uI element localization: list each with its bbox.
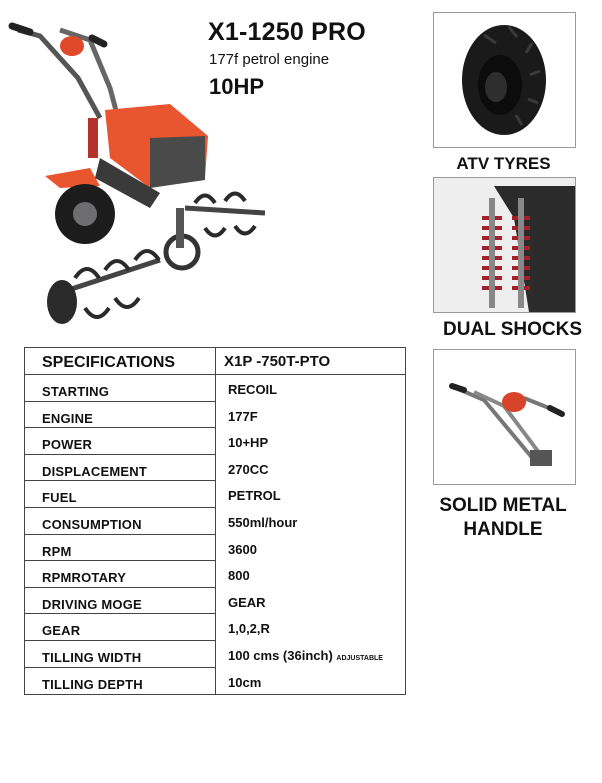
spec-value: 270CC — [228, 461, 269, 477]
spec-label: CONSUMPTION — [25, 508, 216, 535]
specifications-table — [24, 347, 406, 695]
spec-row — [25, 641, 405, 668]
spec-row — [25, 561, 405, 588]
spec-header-label: SPECIFICATIONS — [25, 348, 216, 374]
feature-caption-handle: SOLID METAL HANDLE — [439, 495, 567, 540]
spec-value-group — [216, 641, 383, 668]
spec-label: DISPLACEMENT — [25, 455, 216, 482]
spec-label: FUEL — [25, 481, 216, 508]
spec-value: 800 — [228, 568, 250, 584]
spec-row — [25, 614, 405, 641]
product-title: X1-1250 PRO — [208, 18, 366, 46]
spec-label: RPM — [25, 535, 216, 562]
spec-row — [25, 508, 405, 535]
spec-row — [25, 455, 405, 482]
spec-row — [25, 668, 405, 695]
spec-row — [25, 481, 405, 508]
engine-description: 177f petrol engine — [209, 51, 330, 68]
metal-handle-icon — [434, 350, 575, 484]
spec-value: 3600 — [228, 541, 257, 557]
spec-value: RECOIL — [228, 382, 278, 397]
spec-row — [25, 428, 405, 455]
atv-tyre-icon — [434, 13, 575, 147]
spec-value: 177F — [228, 408, 258, 424]
spec-label: POWER — [25, 428, 216, 455]
spec-value: 10+HP — [228, 435, 269, 451]
spec-label: DRIVING MOGE — [25, 588, 216, 615]
spec-value: 100 cms (36inch) — [228, 647, 333, 663]
spec-value: 550ml/hour — [228, 514, 298, 530]
spec-header-row — [25, 348, 405, 375]
spec-row — [25, 402, 405, 429]
spec-value: GEAR — [228, 594, 266, 610]
feature-caption-shocks: DUAL SHOCKS — [443, 319, 582, 340]
spec-label: GEAR — [25, 614, 216, 641]
feature-caption-tyres: ATV TYRES — [456, 154, 551, 173]
dual-shock-icon — [434, 178, 575, 312]
spec-label: ENGINE — [25, 402, 216, 429]
spec-value: 10cm — [228, 674, 262, 690]
spec-label: TILLING DEPTH — [25, 668, 216, 695]
spec-label: RPMROTARY — [25, 561, 216, 588]
spec-header-model: X1P -750T-PTO — [224, 353, 331, 370]
power-rating: 10HP — [209, 74, 265, 99]
feature-metal-handle-box — [433, 349, 576, 485]
spec-row — [25, 588, 405, 615]
spec-label: STARTING — [25, 375, 216, 402]
spec-row — [25, 375, 405, 402]
spec-row — [25, 535, 405, 562]
spec-value: PETROL — [228, 488, 281, 504]
spec-label: TILLING WIDTH — [25, 641, 216, 668]
spec-value: 1,0,2,R — [228, 621, 270, 637]
feature-atv-tyres-box — [433, 12, 576, 148]
spec-value-note: ADJUSTABLE — [336, 654, 383, 662]
feature-dual-shocks-box — [433, 177, 576, 313]
